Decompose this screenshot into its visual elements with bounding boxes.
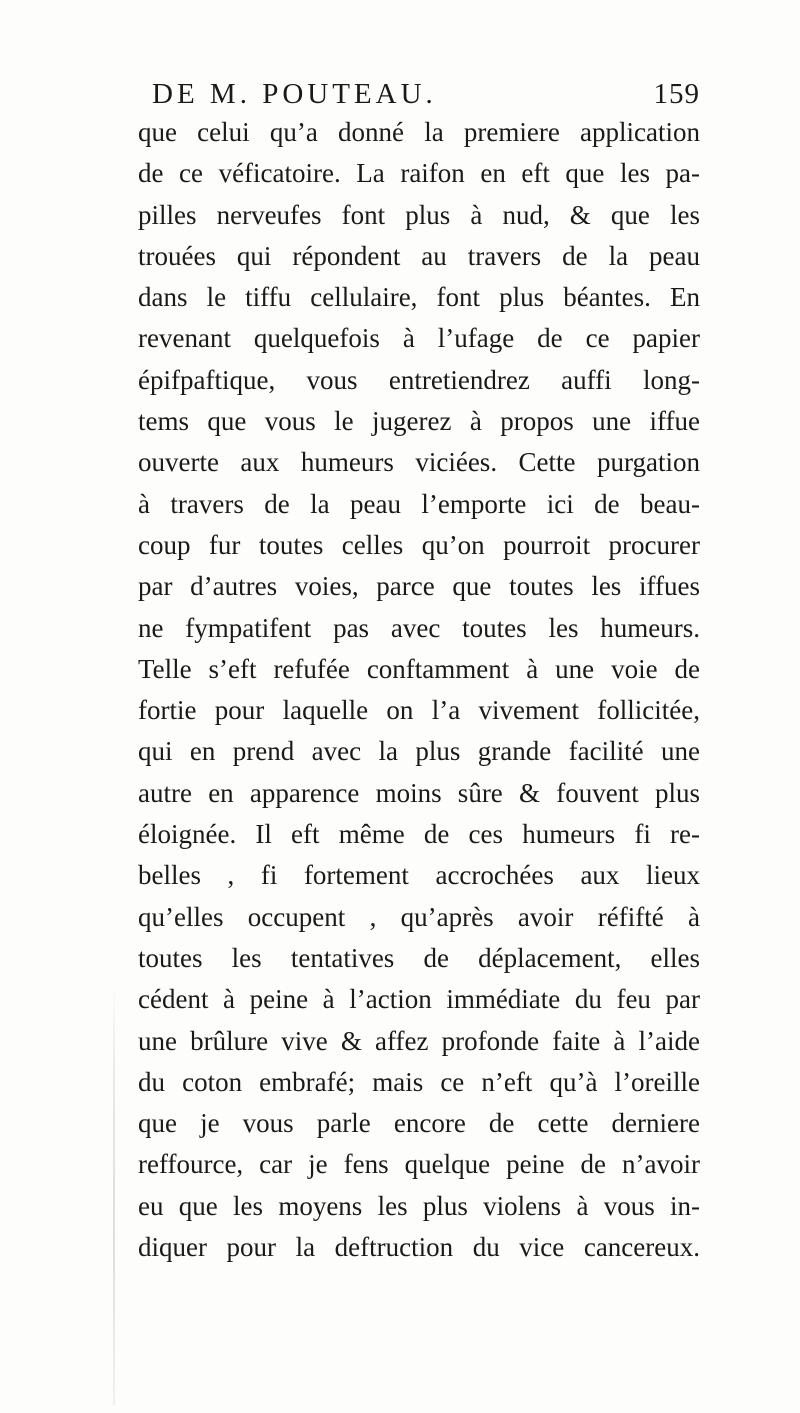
text-line: coup fur toutes celles qu’on pourroit procurer xyxy=(138,529,700,560)
text-line: dans le tiffu cellulaire, font plus béantes. En xyxy=(138,282,700,313)
text-line: toutes les tentatives de déplacement, elles xyxy=(138,942,700,973)
text-line: ne fympatifent pas avec toutes les humeurs. xyxy=(138,612,700,643)
text-line: autre en apparence moins sûre & fouvent plus xyxy=(138,777,700,808)
text-line: par d’autres voies, parce que toutes les iffues xyxy=(138,571,700,602)
text-line: ouverte aux humeurs viciées. Cette purgation xyxy=(138,447,700,478)
binding-shadow xyxy=(113,985,115,1405)
text-line: épifpaftique, vous entretiendrez auffi long- xyxy=(138,364,700,395)
text-line: qu’elles occupent , qu’après avoir réfifté à xyxy=(138,901,700,932)
text-line: éloignée. Il eft même de ces humeurs fi re- xyxy=(138,819,700,850)
text-line: fortie pour laquelle on l’a vivement follicitée, xyxy=(138,695,700,726)
text-line: de ce véficatoire. La raifon en eft que les pa- xyxy=(138,158,700,189)
text-line: qui en prend avec la plus grande facilité une xyxy=(138,736,700,767)
text-line: Telle s’eft refufée conftamment à une voie de xyxy=(138,653,700,684)
text-line: revenant quelquefois à l’ufage de ce papier xyxy=(138,323,700,354)
text-line: eu que les moyens les plus violens à vous in- xyxy=(138,1190,700,1221)
body-text xyxy=(138,112,700,1268)
running-title: DE M. POUTEAU. xyxy=(152,78,437,110)
page-number: 159 xyxy=(653,78,700,110)
text-line: pilles nerveufes font plus à nud, & que les xyxy=(138,199,700,230)
text-line: cédent à peine à l’action immédiate du feu par xyxy=(138,984,700,1015)
text-line: reffource, car je fens quelque peine de n’avoir xyxy=(138,1149,700,1180)
text-line: que je vous parle encore de cette derniere xyxy=(138,1108,700,1139)
text-line: trouées qui répondent au travers de la peau xyxy=(138,240,700,271)
text-line: tems que vous le jugerez à propos une iffue xyxy=(138,406,700,437)
text-line: une brûlure vive & affez profonde faite à l’aide xyxy=(138,1025,700,1056)
text-line: du coton embrafé; mais ce n’eft qu’à l’oreille xyxy=(138,1066,700,1097)
text-line: que celui qu’a donné la premiere application xyxy=(138,117,700,147)
text-line: belles , fi fortement accrochées aux lieux xyxy=(138,860,700,891)
text-line: à travers de la peau l’emporte ici de beau- xyxy=(138,488,700,519)
text-line: diquer pour la deftruction du vice cancereux. xyxy=(138,1232,700,1263)
